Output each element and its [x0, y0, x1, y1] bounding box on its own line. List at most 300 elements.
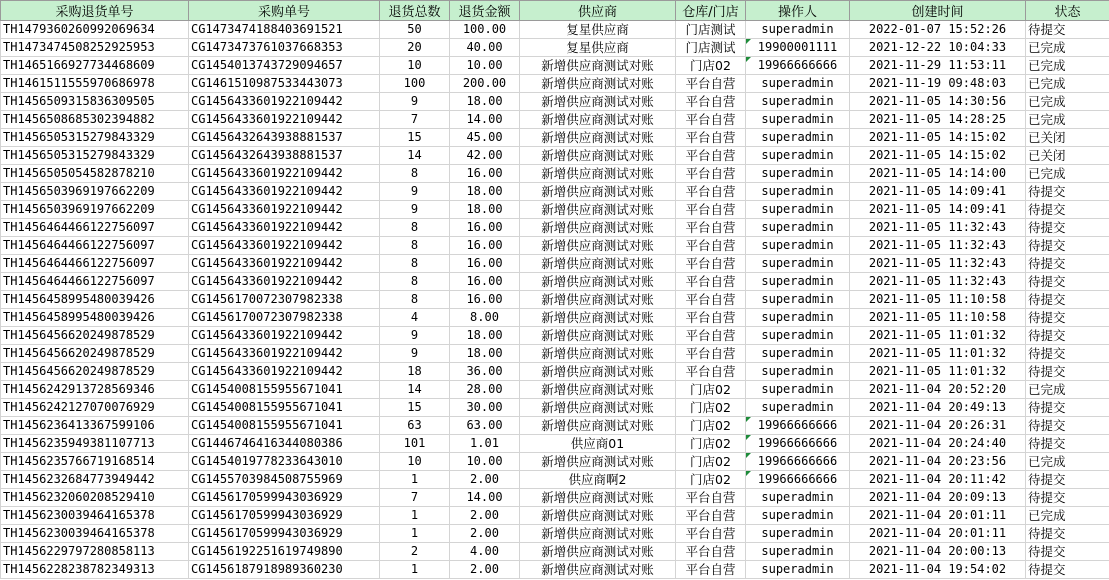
cell-status[interactable]: 待提交: [1026, 489, 1109, 507]
table-row[interactable]: [1, 399, 1109, 417]
cell-operator[interactable]: superadmin: [746, 273, 850, 291]
cell-warehouse[interactable]: 平台自营: [676, 561, 746, 579]
cell-operator[interactable]: superadmin: [746, 237, 850, 255]
cell-amount[interactable]: 18.00: [450, 345, 520, 363]
cell-po-no[interactable]: CG1446746416344080386: [189, 435, 380, 453]
cell-supplier[interactable]: 新增供应商测试对账: [520, 219, 676, 237]
table-row[interactable]: [1, 237, 1109, 255]
cell-warehouse[interactable]: 平台自营: [676, 237, 746, 255]
cell-return-no[interactable]: TH1456464466122756097: [1, 237, 189, 255]
cell-amount[interactable]: 30.00: [450, 399, 520, 417]
cell-po-no[interactable]: CG1454008155955671041: [189, 381, 380, 399]
cell-warehouse[interactable]: 门店02: [676, 417, 746, 435]
cell-amount[interactable]: 2.00: [450, 507, 520, 525]
cell-status[interactable]: 已完成: [1026, 111, 1109, 129]
cell-supplier[interactable]: 复星供应商: [520, 21, 676, 39]
cell-operator[interactable]: 19966666666: [746, 453, 850, 471]
cell-operator[interactable]: superadmin: [746, 75, 850, 93]
table-row[interactable]: [1, 21, 1109, 39]
cell-qty[interactable]: 8: [380, 165, 450, 183]
table-row[interactable]: [1, 291, 1109, 309]
cell-supplier[interactable]: 新增供应商测试对账: [520, 57, 676, 75]
cell-amount[interactable]: 18.00: [450, 327, 520, 345]
cell-supplier[interactable]: 新增供应商测试对账: [520, 165, 676, 183]
cell-operator[interactable]: 19966666666: [746, 435, 850, 453]
cell-po-no[interactable]: CG1456433601922109442: [189, 219, 380, 237]
cell-po-no[interactable]: CG1473473761037668353: [189, 39, 380, 57]
cell-operator[interactable]: 19966666666: [746, 417, 850, 435]
cell-return-no[interactable]: TH1456503969197662209: [1, 183, 189, 201]
cell-supplier[interactable]: 新增供应商测试对账: [520, 489, 676, 507]
cell-status[interactable]: 待提交: [1026, 21, 1109, 39]
cell-operator[interactable]: superadmin: [746, 345, 850, 363]
cell-amount[interactable]: 10.00: [450, 57, 520, 75]
cell-po-no[interactable]: CG1454008155955671041: [189, 417, 380, 435]
cell-qty[interactable]: 9: [380, 201, 450, 219]
cell-created[interactable]: 2021-11-05 11:32:43: [850, 255, 1026, 273]
cell-return-no[interactable]: TH1456235949381107713: [1, 435, 189, 453]
table-row[interactable]: [1, 525, 1109, 543]
cell-operator[interactable]: superadmin: [746, 129, 850, 147]
cell-po-no[interactable]: CG1454013743729094657: [189, 57, 380, 75]
cell-po-no[interactable]: CG1456170072307982338: [189, 309, 380, 327]
cell-operator[interactable]: superadmin: [746, 525, 850, 543]
cell-po-no[interactable]: CG1454019778233643010: [189, 453, 380, 471]
cell-status[interactable]: 待提交: [1026, 183, 1109, 201]
table-row[interactable]: [1, 363, 1109, 381]
cell-qty[interactable]: 100: [380, 75, 450, 93]
cell-operator[interactable]: superadmin: [746, 543, 850, 561]
cell-warehouse[interactable]: 门店02: [676, 57, 746, 75]
cell-operator[interactable]: superadmin: [746, 183, 850, 201]
table-row[interactable]: [1, 147, 1109, 165]
cell-created[interactable]: 2022-01-07 15:52:26: [850, 21, 1026, 39]
cell-supplier[interactable]: 新增供应商测试对账: [520, 453, 676, 471]
cell-amount[interactable]: 16.00: [450, 273, 520, 291]
cell-supplier[interactable]: 新增供应商测试对账: [520, 525, 676, 543]
cell-qty[interactable]: 10: [380, 57, 450, 75]
cell-status[interactable]: 已完成: [1026, 39, 1109, 57]
cell-operator[interactable]: superadmin: [746, 507, 850, 525]
cell-status[interactable]: 待提交: [1026, 471, 1109, 489]
cell-amount[interactable]: 1.01: [450, 435, 520, 453]
cell-warehouse[interactable]: 平台自营: [676, 291, 746, 309]
cell-created[interactable]: 2021-11-05 14:15:02: [850, 147, 1026, 165]
cell-qty[interactable]: 8: [380, 237, 450, 255]
table-row[interactable]: [1, 453, 1109, 471]
cell-return-no[interactable]: TH1456456620249878529: [1, 327, 189, 345]
table-row[interactable]: [1, 327, 1109, 345]
table-row[interactable]: [1, 561, 1109, 579]
table-row[interactable]: [1, 417, 1109, 435]
cell-created[interactable]: 2021-11-05 11:32:43: [850, 219, 1026, 237]
cell-po-no[interactable]: CG1454008155955671041: [189, 399, 380, 417]
cell-supplier[interactable]: 新增供应商测试对账: [520, 327, 676, 345]
cell-warehouse[interactable]: 平台自营: [676, 147, 746, 165]
cell-status[interactable]: 待提交: [1026, 255, 1109, 273]
cell-qty[interactable]: 8: [380, 291, 450, 309]
table-row[interactable]: [1, 255, 1109, 273]
cell-operator[interactable]: superadmin: [746, 219, 850, 237]
cell-operator[interactable]: superadmin: [746, 399, 850, 417]
cell-created[interactable]: 2021-11-05 11:32:43: [850, 237, 1026, 255]
cell-return-no[interactable]: TH1456232684773949442: [1, 471, 189, 489]
cell-created[interactable]: 2021-11-04 20:00:13: [850, 543, 1026, 561]
cell-status[interactable]: 待提交: [1026, 201, 1109, 219]
cell-supplier[interactable]: 供应商啊2: [520, 471, 676, 489]
cell-return-no[interactable]: TH1456464466122756097: [1, 219, 189, 237]
cell-warehouse[interactable]: 门店02: [676, 453, 746, 471]
table-row[interactable]: [1, 345, 1109, 363]
cell-created[interactable]: 2021-11-04 20:09:13: [850, 489, 1026, 507]
cell-supplier[interactable]: 新增供应商测试对账: [520, 291, 676, 309]
cell-status[interactable]: 待提交: [1026, 327, 1109, 345]
cell-amount[interactable]: 14.00: [450, 489, 520, 507]
cell-amount[interactable]: 10.00: [450, 453, 520, 471]
cell-po-no[interactable]: CG1456192251619749890: [189, 543, 380, 561]
cell-qty[interactable]: 8: [380, 219, 450, 237]
table-row[interactable]: [1, 273, 1109, 291]
cell-po-no[interactable]: CG1456433601922109442: [189, 237, 380, 255]
cell-supplier[interactable]: 新增供应商测试对账: [520, 507, 676, 525]
cell-qty[interactable]: 7: [380, 489, 450, 507]
cell-status[interactable]: 已完成: [1026, 453, 1109, 471]
cell-warehouse[interactable]: 平台自营: [676, 489, 746, 507]
cell-warehouse[interactable]: 平台自营: [676, 525, 746, 543]
cell-created[interactable]: 2021-11-04 19:54:02: [850, 561, 1026, 579]
cell-qty[interactable]: 1: [380, 525, 450, 543]
cell-warehouse[interactable]: 门店02: [676, 381, 746, 399]
cell-amount[interactable]: 14.00: [450, 111, 520, 129]
cell-supplier[interactable]: 新增供应商测试对账: [520, 75, 676, 93]
cell-operator[interactable]: superadmin: [746, 309, 850, 327]
cell-created[interactable]: 2021-11-05 14:15:02: [850, 129, 1026, 147]
cell-created[interactable]: 2021-11-05 14:28:25: [850, 111, 1026, 129]
cell-po-no[interactable]: CG1456187918989360230: [189, 561, 380, 579]
cell-warehouse[interactable]: 平台自营: [676, 363, 746, 381]
cell-status[interactable]: 已完成: [1026, 93, 1109, 111]
table-row[interactable]: [1, 489, 1109, 507]
cell-supplier[interactable]: 新增供应商测试对账: [520, 255, 676, 273]
cell-amount[interactable]: 36.00: [450, 363, 520, 381]
cell-amount[interactable]: 18.00: [450, 93, 520, 111]
cell-return-no[interactable]: TH1465166927734468609: [1, 57, 189, 75]
cell-qty[interactable]: 63: [380, 417, 450, 435]
cell-qty[interactable]: 14: [380, 147, 450, 165]
cell-warehouse[interactable]: 平台自营: [676, 201, 746, 219]
cell-status[interactable]: 待提交: [1026, 291, 1109, 309]
cell-created[interactable]: 2021-11-05 11:01:32: [850, 363, 1026, 381]
cell-po-no[interactable]: CG1473474188403691521: [189, 21, 380, 39]
cell-return-no[interactable]: TH1456509315836309505: [1, 93, 189, 111]
cell-status[interactable]: 已完成: [1026, 57, 1109, 75]
cell-warehouse[interactable]: 平台自营: [676, 507, 746, 525]
cell-status[interactable]: 待提交: [1026, 417, 1109, 435]
cell-status[interactable]: 待提交: [1026, 435, 1109, 453]
cell-po-no[interactable]: CG1456170599943036929: [189, 525, 380, 543]
cell-supplier[interactable]: 新增供应商测试对账: [520, 273, 676, 291]
cell-return-no[interactable]: TH1456236413367599106: [1, 417, 189, 435]
table-row[interactable]: [1, 309, 1109, 327]
cell-supplier[interactable]: 新增供应商测试对账: [520, 93, 676, 111]
cell-status[interactable]: 已关闭: [1026, 129, 1109, 147]
cell-warehouse[interactable]: 平台自营: [676, 327, 746, 345]
cell-operator[interactable]: superadmin: [746, 381, 850, 399]
cell-qty[interactable]: 1: [380, 507, 450, 525]
cell-qty[interactable]: 20: [380, 39, 450, 57]
cell-created[interactable]: 2021-11-04 20:49:13: [850, 399, 1026, 417]
cell-supplier[interactable]: 供应商01: [520, 435, 676, 453]
cell-warehouse[interactable]: 平台自营: [676, 543, 746, 561]
table-row[interactable]: [1, 543, 1109, 561]
cell-supplier[interactable]: 新增供应商测试对账: [520, 129, 676, 147]
cell-status[interactable]: 待提交: [1026, 525, 1109, 543]
cell-amount[interactable]: 2.00: [450, 525, 520, 543]
table-row[interactable]: [1, 165, 1109, 183]
table-row[interactable]: [1, 435, 1109, 453]
cell-status[interactable]: 待提交: [1026, 219, 1109, 237]
cell-return-no[interactable]: TH1456505315279843329: [1, 129, 189, 147]
header-return-no[interactable]: 采购退货单号: [1, 1, 189, 21]
cell-created[interactable]: 2021-11-04 20:24:40: [850, 435, 1026, 453]
cell-created[interactable]: 2021-11-04 20:26:31: [850, 417, 1026, 435]
cell-warehouse[interactable]: 平台自营: [676, 129, 746, 147]
cell-supplier[interactable]: 新增供应商测试对账: [520, 561, 676, 579]
cell-supplier[interactable]: 复星供应商: [520, 39, 676, 57]
cell-po-no[interactable]: CG1456433601922109442: [189, 165, 380, 183]
cell-return-no[interactable]: TH1456242913728569346: [1, 381, 189, 399]
cell-qty[interactable]: 8: [380, 273, 450, 291]
cell-supplier[interactable]: 新增供应商测试对账: [520, 201, 676, 219]
cell-warehouse[interactable]: 门店02: [676, 471, 746, 489]
cell-amount[interactable]: 42.00: [450, 147, 520, 165]
cell-operator[interactable]: superadmin: [746, 111, 850, 129]
cell-qty[interactable]: 2: [380, 543, 450, 561]
cell-operator[interactable]: superadmin: [746, 255, 850, 273]
cell-operator[interactable]: superadmin: [746, 165, 850, 183]
cell-supplier[interactable]: 新增供应商测试对账: [520, 381, 676, 399]
cell-po-no[interactable]: CG1456433601922109442: [189, 363, 380, 381]
cell-amount[interactable]: 100.00: [450, 21, 520, 39]
cell-status[interactable]: 待提交: [1026, 273, 1109, 291]
cell-return-no[interactable]: TH1456235766719168514: [1, 453, 189, 471]
cell-created[interactable]: 2021-11-05 11:10:58: [850, 309, 1026, 327]
cell-operator[interactable]: superadmin: [746, 291, 850, 309]
cell-qty[interactable]: 15: [380, 129, 450, 147]
cell-qty[interactable]: 4: [380, 309, 450, 327]
cell-amount[interactable]: 2.00: [450, 561, 520, 579]
cell-po-no[interactable]: CG1456433601922109442: [189, 93, 380, 111]
cell-operator[interactable]: 19900001111: [746, 39, 850, 57]
cell-amount[interactable]: 8.00: [450, 309, 520, 327]
cell-qty[interactable]: 9: [380, 345, 450, 363]
cell-qty[interactable]: 9: [380, 183, 450, 201]
cell-supplier[interactable]: 新增供应商测试对账: [520, 399, 676, 417]
cell-supplier[interactable]: 新增供应商测试对账: [520, 111, 676, 129]
header-operator[interactable]: 操作人: [746, 1, 850, 21]
cell-warehouse[interactable]: 平台自营: [676, 75, 746, 93]
cell-amount[interactable]: 4.00: [450, 543, 520, 561]
cell-return-no[interactable]: TH1456230039464165378: [1, 525, 189, 543]
cell-warehouse[interactable]: 平台自营: [676, 183, 746, 201]
cell-return-no[interactable]: TH1456464466122756097: [1, 255, 189, 273]
cell-status[interactable]: 已关闭: [1026, 147, 1109, 165]
cell-amount[interactable]: 28.00: [450, 381, 520, 399]
cell-amount[interactable]: 16.00: [450, 237, 520, 255]
cell-amount[interactable]: 18.00: [450, 183, 520, 201]
cell-return-no[interactable]: TH1456505315279843329: [1, 147, 189, 165]
cell-supplier[interactable]: 新增供应商测试对账: [520, 417, 676, 435]
cell-operator[interactable]: superadmin: [746, 201, 850, 219]
cell-qty[interactable]: 50: [380, 21, 450, 39]
cell-amount[interactable]: 18.00: [450, 201, 520, 219]
cell-qty[interactable]: 15: [380, 399, 450, 417]
cell-po-no[interactable]: CG1456170072307982338: [189, 291, 380, 309]
table-row[interactable]: [1, 219, 1109, 237]
cell-status[interactable]: 待提交: [1026, 543, 1109, 561]
cell-return-no[interactable]: TH1479360260992069634: [1, 21, 189, 39]
cell-qty[interactable]: 1: [380, 471, 450, 489]
cell-warehouse[interactable]: 门店02: [676, 435, 746, 453]
cell-operator[interactable]: superadmin: [746, 93, 850, 111]
cell-status[interactable]: 已完成: [1026, 165, 1109, 183]
cell-status[interactable]: 已完成: [1026, 381, 1109, 399]
cell-return-no[interactable]: TH1456456620249878529: [1, 363, 189, 381]
cell-po-no[interactable]: CG1456433601922109442: [189, 345, 380, 363]
cell-created[interactable]: 2021-11-04 20:01:11: [850, 525, 1026, 543]
cell-qty[interactable]: 14: [380, 381, 450, 399]
cell-warehouse[interactable]: 平台自营: [676, 219, 746, 237]
cell-created[interactable]: 2021-11-04 20:52:20: [850, 381, 1026, 399]
cell-supplier[interactable]: 新增供应商测试对账: [520, 183, 676, 201]
cell-supplier[interactable]: 新增供应商测试对账: [520, 147, 676, 165]
cell-warehouse[interactable]: 平台自营: [676, 309, 746, 327]
cell-qty[interactable]: 9: [380, 327, 450, 345]
cell-po-no[interactable]: CG1456433601922109442: [189, 255, 380, 273]
cell-po-no[interactable]: CG1456170599943036929: [189, 507, 380, 525]
table-row[interactable]: [1, 471, 1109, 489]
cell-return-no[interactable]: TH1456232060208529410: [1, 489, 189, 507]
cell-po-no[interactable]: CG1455703984508755969: [189, 471, 380, 489]
cell-return-no[interactable]: TH1456228238782349313: [1, 561, 189, 579]
cell-status[interactable]: 待提交: [1026, 309, 1109, 327]
cell-created[interactable]: 2021-11-05 11:01:32: [850, 345, 1026, 363]
cell-created[interactable]: 2021-11-04 20:01:11: [850, 507, 1026, 525]
header-status[interactable]: 状态: [1026, 1, 1109, 21]
cell-amount[interactable]: 63.00: [450, 417, 520, 435]
cell-supplier[interactable]: 新增供应商测试对账: [520, 309, 676, 327]
table-row[interactable]: [1, 111, 1109, 129]
cell-operator[interactable]: superadmin: [746, 363, 850, 381]
table-row[interactable]: [1, 507, 1109, 525]
cell-operator[interactable]: superadmin: [746, 147, 850, 165]
cell-created[interactable]: 2021-11-05 11:01:32: [850, 327, 1026, 345]
cell-qty[interactable]: 9: [380, 93, 450, 111]
cell-po-no[interactable]: CG1456432643938881537: [189, 147, 380, 165]
cell-po-no[interactable]: CG1456433601922109442: [189, 183, 380, 201]
table-row[interactable]: [1, 57, 1109, 75]
cell-created[interactable]: 2021-11-05 14:30:56: [850, 93, 1026, 111]
cell-amount[interactable]: 16.00: [450, 255, 520, 273]
cell-return-no[interactable]: TH1461511555970686978: [1, 75, 189, 93]
cell-supplier[interactable]: 新增供应商测试对账: [520, 543, 676, 561]
header-amount[interactable]: 退货金额: [450, 1, 520, 21]
cell-amount[interactable]: 16.00: [450, 291, 520, 309]
cell-qty[interactable]: 7: [380, 111, 450, 129]
cell-qty[interactable]: 1: [380, 561, 450, 579]
cell-operator[interactable]: 19966666666: [746, 471, 850, 489]
cell-po-no[interactable]: CG1456432643938881537: [189, 129, 380, 147]
cell-created[interactable]: 2021-11-19 09:48:03: [850, 75, 1026, 93]
cell-created[interactable]: 2021-11-05 11:10:58: [850, 291, 1026, 309]
cell-operator[interactable]: superadmin: [746, 561, 850, 579]
cell-status[interactable]: 待提交: [1026, 363, 1109, 381]
cell-return-no[interactable]: TH1456503969197662209: [1, 201, 189, 219]
cell-return-no[interactable]: TH1456456620249878529: [1, 345, 189, 363]
cell-operator[interactable]: superadmin: [746, 489, 850, 507]
table-row[interactable]: [1, 75, 1109, 93]
cell-amount[interactable]: 45.00: [450, 129, 520, 147]
cell-return-no[interactable]: TH1456242127070076929: [1, 399, 189, 417]
cell-amount[interactable]: 16.00: [450, 165, 520, 183]
cell-return-no[interactable]: TH1456505054582878210: [1, 165, 189, 183]
cell-return-no[interactable]: TH1456458995480039426: [1, 309, 189, 327]
cell-po-no[interactable]: CG1461510987533443073: [189, 75, 380, 93]
cell-return-no[interactable]: TH1456229797280858113: [1, 543, 189, 561]
cell-created[interactable]: 2021-11-29 11:53:11: [850, 57, 1026, 75]
cell-created[interactable]: 2021-12-22 10:04:33: [850, 39, 1026, 57]
cell-return-no[interactable]: TH1456464466122756097: [1, 273, 189, 291]
cell-po-no[interactable]: CG1456433601922109442: [189, 273, 380, 291]
cell-status[interactable]: 待提交: [1026, 237, 1109, 255]
table-row[interactable]: [1, 129, 1109, 147]
cell-warehouse[interactable]: 平台自营: [676, 255, 746, 273]
cell-warehouse[interactable]: 门店测试: [676, 21, 746, 39]
cell-status[interactable]: 待提交: [1026, 561, 1109, 579]
cell-operator[interactable]: superadmin: [746, 327, 850, 345]
cell-created[interactable]: 2021-11-05 14:14:00: [850, 165, 1026, 183]
cell-return-no[interactable]: TH1473474508252925953: [1, 39, 189, 57]
cell-po-no[interactable]: CG1456433601922109442: [189, 111, 380, 129]
cell-warehouse[interactable]: 平台自营: [676, 93, 746, 111]
cell-status[interactable]: 已完成: [1026, 75, 1109, 93]
cell-return-no[interactable]: TH1456508685302394882: [1, 111, 189, 129]
cell-warehouse[interactable]: 门店02: [676, 399, 746, 417]
header-supplier[interactable]: 供应商: [520, 1, 676, 21]
table-row[interactable]: [1, 93, 1109, 111]
cell-supplier[interactable]: 新增供应商测试对账: [520, 363, 676, 381]
table-row[interactable]: [1, 201, 1109, 219]
cell-created[interactable]: 2021-11-05 11:32:43: [850, 273, 1026, 291]
cell-operator[interactable]: superadmin: [746, 21, 850, 39]
table-row[interactable]: [1, 39, 1109, 57]
cell-amount[interactable]: 2.00: [450, 471, 520, 489]
cell-return-no[interactable]: TH1456458995480039426: [1, 291, 189, 309]
header-qty[interactable]: 退货总数: [380, 1, 450, 21]
cell-created[interactable]: 2021-11-04 20:11:42: [850, 471, 1026, 489]
cell-qty[interactable]: 18: [380, 363, 450, 381]
cell-created[interactable]: 2021-11-05 14:09:41: [850, 201, 1026, 219]
header-created[interactable]: 创建时间: [850, 1, 1026, 21]
cell-po-no[interactable]: CG1456433601922109442: [189, 201, 380, 219]
cell-status[interactable]: 待提交: [1026, 345, 1109, 363]
cell-po-no[interactable]: CG1456433601922109442: [189, 327, 380, 345]
cell-created[interactable]: 2021-11-04 20:23:56: [850, 453, 1026, 471]
table-row[interactable]: [1, 183, 1109, 201]
cell-warehouse[interactable]: 平台自营: [676, 273, 746, 291]
cell-qty[interactable]: 8: [380, 255, 450, 273]
cell-status[interactable]: 已完成: [1026, 507, 1109, 525]
